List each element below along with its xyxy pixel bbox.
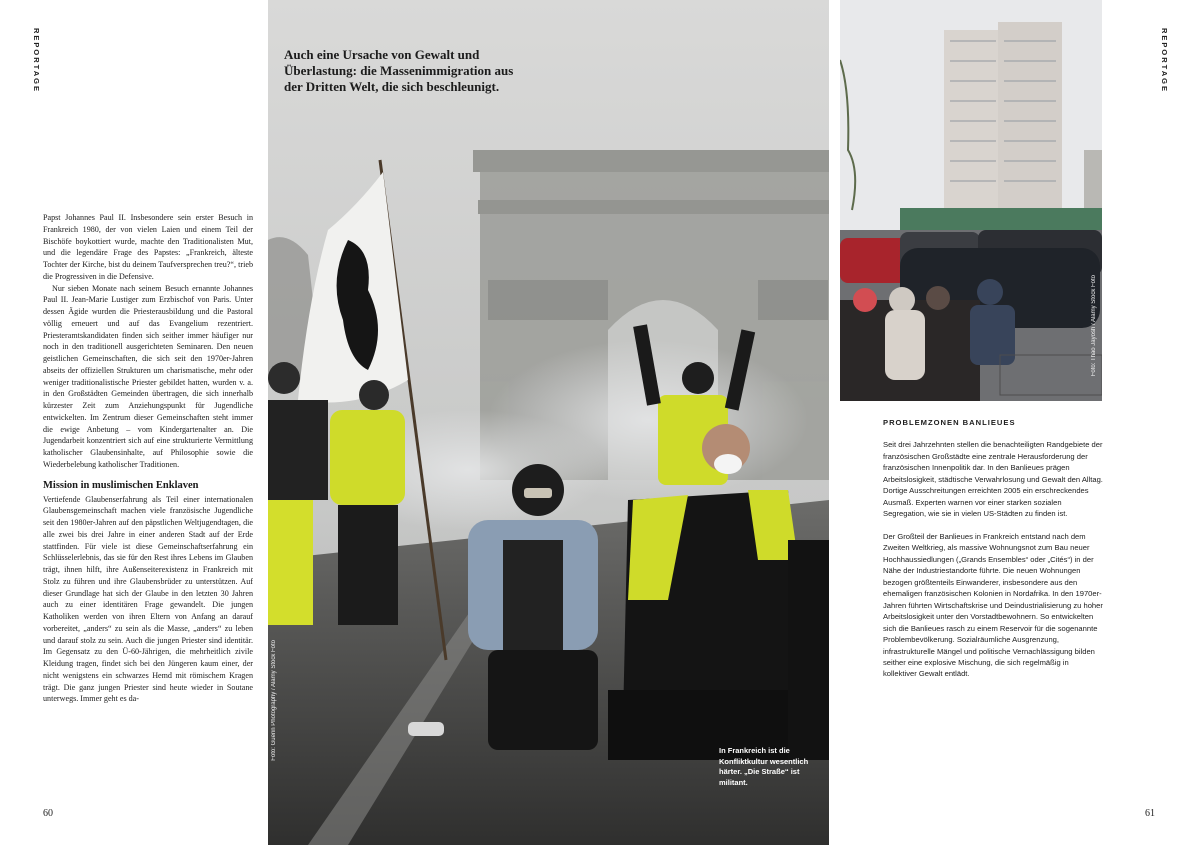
- body-paragraph: Nur sieben Monate nach seinem Besuch ernannte Johannes Paul II. Jean-Marie Lustiger zum Erzbischof von Paris. Unter dessen Ägide wurden die Priesterausbildung und die Pastoral völlig erneuert und auf das Evangelium rezentriert. Priesteramtskandidaten finden sich seither immer häufiger nur noch in den traditionell ausgerichteten Seminaren. Den neuen geistlichen Gemeinschaften, die sich seit den 1970er-Jahren abseits der offiziellen Strukturen um charismatische, mehr oder weniger traditionalistische Priester gebildet hatten, wurden v. a. in den Großstädten Gemeinden übertragen, die sich innerhalb kürzester Zeit zum Anziehungspunkt für Jugendliche entwickelten. Im Zentrum dieser Gemeinschaften steht immer die ewige Anbetung – vom Kindergartenalter an. Die Jugendarbeit konzentriert sich auf eine strukturierte Vermittlung katholischer Glaubensinhalte, auf Philosophie sowie die Wiederbelebung katholischer Traditionen.: [43, 283, 253, 469]
- section-label-right: REPORTAGE: [1160, 28, 1169, 93]
- info-box: [883, 417, 1103, 691]
- photo-credit: Foto: Thao Jayosh / Alamy Stock Foto: [1091, 275, 1097, 377]
- tower-block: [944, 22, 1062, 210]
- page-number-right: 61: [1145, 808, 1155, 819]
- protest-illustration: [268, 0, 829, 845]
- info-box-heading: PROBLEMZONEN BANLIEUES: [883, 418, 1016, 427]
- section-label-left: REPORTAGE: [32, 28, 41, 93]
- section-heading: Mission in muslimischen Enklaven: [43, 479, 199, 491]
- body-paragraph: Papst Johannes Paul II. Insbesondere sein erster Besuch in Frankreich 1980, der von vielen Laien und einem Teil der Bischöfe boykottiert wurde, machte den Traditionalisten Mut, und die legendäre Frage des Papstes: „Frankreich, älteste Tochter der Kirche, bist du deinem Taufversprechen treu?“, trieb die Progressiven in die Defensive.: [43, 213, 253, 281]
- page-number-left: 60: [43, 808, 53, 819]
- info-paragraph: Seit drei Jahrzehnten stellen die benachteiligten Randgebiete der französischen Großstädte eine zentrale Herausforderung der französischen Innenpolitik dar. In den Banlieues prägen Arbeitslosigkeit, städtische Verwahrlosung und Gewalt den Alltag. Dortige Ausschreitungen erreichten 2005 ein erschreckendes Ausmaß. Experten warnen vor einer starken sozialen Segregation, wie sie in vielen US-Städten zu finden ist.: [883, 440, 1103, 519]
- banlieue-illustration: [840, 0, 1102, 401]
- photo-caption: In Frankreich ist die Konfliktkultur wesentlich härter. „Die Straße“ ist militant.: [719, 746, 809, 787]
- photo-credit: Foto: Guerin Photography / Alamy Stock Foto: [271, 640, 277, 761]
- body-paragraph: Vertiefende Glaubenserfahrung als Teil einer internationalen Glaubensgemeinschaft machen viele französische Jugendliche seit den 1980er-Jahren auf den päpstlichen Weltjugendtagen, die alle zwei bis drei Jahre in einer anderen Stadt auf der Erde stattfinden. Für viele ist diese Gemeinschaftserfahrung ein Schlüsselerlebnis, das sie für den Rest ihres Lebens im Glauben trägt, ihnen hilft, ihre Außenseiterexistenz in Frankreich mit Stolz zu führen und ihre Glaubensbrüder zu unterstützen. Auf dieser Grundlage hat sich der Glaube in den letzten 30 Jahren auch zu einer identitären Frage gewandelt. Die jungen Katholiken werden von ihren Eltern von Anfang an darauf vorbereitet, „anders“ zu sein als die Masse, „anders“ zu leben und darauf stolz zu sein. Auch die jungen Priester sind identitär. Im Gegensatz zu den Ü-60-Jährigen, die mehrheitlich zivile Kleidung tragen, findet sich bei den Jüngeren kaum einer, der nicht wenigstens ein schwarzes Hemd mit römischem Kragen trägt. Die ganz jungen Priester sind heute wieder in Soutane unterwegs. Immer geht es da-: [43, 494, 253, 704]
- banlieue-photo: [840, 0, 1102, 401]
- left-text-column: [43, 212, 253, 705]
- info-paragraph: Der Großteil der Banlieues in Frankreich entstand nach dem Zweiten Weltkrieg, als massive Wohnungsnot zum Bau neuer Hochhaussiedlungen („Grands Ensembles“ oder „Cités“) in der Nähe der Industriestandorte führte. Die neuen Wohnungen bezogen größtenteils Einwanderer, insbesondere aus den ehemaligen französischen Kolonien in Nordafrika. In den 1970er-Jahren führten Wirtschaftskrise und Deindustrialisierung zu hoher Arbeitslosigkeit unter den Vorstadtbewohnern. So entwickelten sich die Banlieues rasch zu einem Reservoir für die sogenannte Problembevölkerung. Sozialräumliche Ausgrenzung, infrastrukturelle Mängel und politische Vernachlässigung bilden seither eine explosive Mischung, die sich regelmäßig in kollektiver Gewalt entlädt.: [883, 532, 1103, 679]
- main-photo: [268, 0, 829, 845]
- pull-quote: Auch eine Ursache von Gewalt und Überlastung: die Massenimmigration aus der Dritten Welt, die sich beschleunigt.: [284, 47, 514, 94]
